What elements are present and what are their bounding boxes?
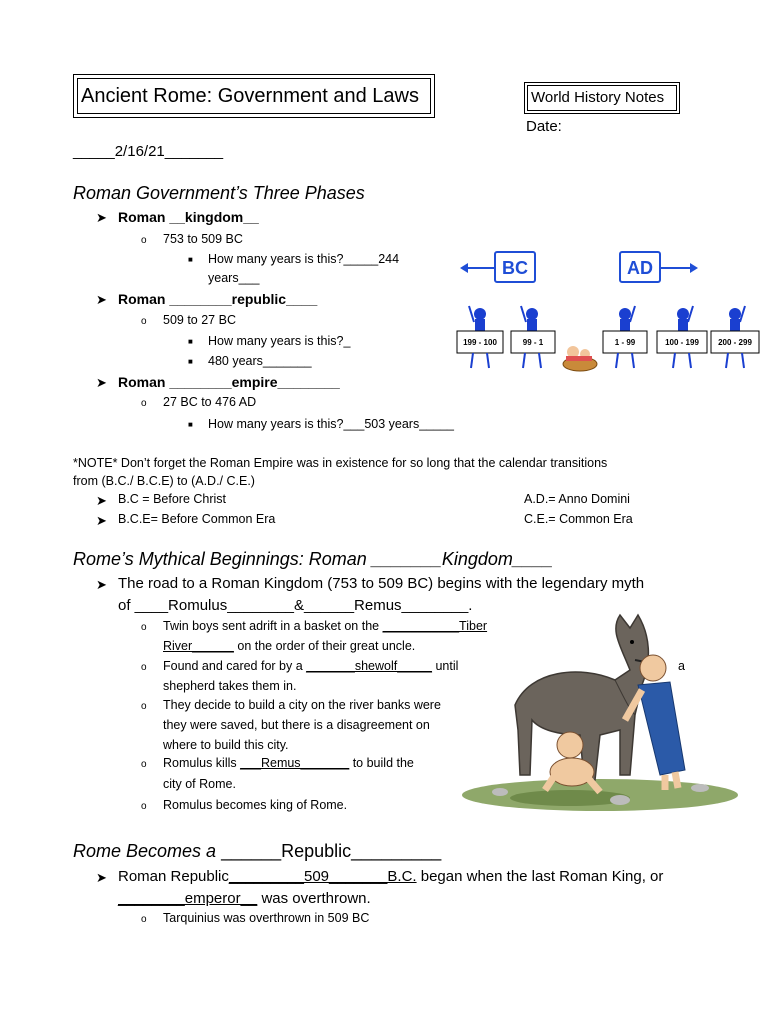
republic-label: Roman ________republic____	[118, 291, 318, 307]
square-bullet-icon: ■	[188, 420, 193, 429]
myth-bullet-4-line-2: city of Rome.	[163, 777, 236, 791]
box-label-1: 199 - 100	[463, 338, 497, 347]
myth-bullet-2: Found and cared for by a _______shewolf_____ until	[163, 659, 459, 673]
century-figure-2	[511, 306, 555, 368]
circle-bullet-icon: o	[141, 622, 147, 633]
note-ce: C.E.= Common Era	[524, 512, 633, 526]
circle-bullet-icon: o	[141, 801, 147, 812]
myth-bullet-2-line-2: shepherd takes them in.	[163, 679, 297, 693]
section-heading-republic: Rome Becomes a ______Republic_________	[73, 841, 442, 861]
date-value: _____2/16/21_______	[73, 143, 224, 160]
arrow-bullet-icon: ➤	[96, 210, 107, 225]
kingdom-answer: years___	[208, 271, 260, 285]
square-bullet-icon: ■	[188, 255, 193, 264]
empire-question: How many years is this?___503 years_____	[208, 417, 454, 431]
wolf-twins-illustration	[460, 610, 740, 815]
note-line-2: from (B.C./ B.C.E) to (A.D./ C.E.)	[73, 474, 255, 488]
page-title: Ancient Rome: Government and Laws	[77, 78, 431, 114]
republic-line-2: ________emperor__ was overthrown.	[118, 890, 371, 907]
myth-intro-line-1: The road to a Roman Kingdom (753 to 509 BC) begins with the legendary myth	[118, 575, 645, 592]
myth-intro-line-2: of ____Romulus________&______Remus________.	[118, 597, 473, 614]
myth-bullet-1-line-2: River______ on the order of their great uncle.	[163, 639, 416, 653]
section-heading-beginnings: Rome’s Mythical Beginnings: Roman _______Kingdom____	[73, 549, 553, 569]
badge-label: World History Notes	[527, 85, 677, 111]
myth-bullet-3-line-2: they were saved, but there is a disagreement on	[163, 718, 430, 732]
world-history-badge	[524, 82, 680, 114]
republic-answer: 480 years_______	[208, 354, 312, 368]
circle-bullet-icon: o	[141, 398, 147, 409]
date-label: Date:	[526, 118, 562, 135]
kingdom-range: 753 to 509 BC	[163, 232, 243, 246]
box-label-5: 200 - 299	[718, 338, 752, 347]
bc-label: BC	[502, 258, 528, 278]
note-ad: A.D.= Anno Domini	[524, 492, 630, 506]
century-figure-4	[657, 306, 707, 368]
arrow-bullet-icon: ➤	[96, 292, 107, 307]
republic-range: 509 to 27 BC	[163, 313, 236, 327]
arrow-bullet-icon: ➤	[96, 870, 107, 885]
box-label-4: 100 - 199	[665, 338, 699, 347]
ad-label: AD	[627, 258, 653, 278]
arrow-bullet-icon: ➤	[96, 493, 107, 508]
myth-bullet-3: They decide to build a city on the river banks were	[163, 698, 441, 712]
kingdom-label: Roman __kingdom__	[118, 209, 259, 225]
myth-bullet-4: Romulus kills ___Remus_______ to build the	[163, 756, 414, 770]
republic-question: How many years is this?_	[208, 334, 351, 348]
century-figure-5	[711, 306, 759, 368]
ad-arrow	[620, 252, 698, 282]
circle-bullet-icon: o	[141, 235, 147, 246]
note-bce: B.C.E= Before Common Era	[118, 512, 276, 526]
note-bc: B.C = Before Christ	[118, 492, 227, 506]
circle-bullet-icon: o	[141, 316, 147, 327]
myth-bullet-2-end: a	[678, 659, 685, 673]
circle-bullet-icon: o	[141, 914, 147, 925]
note-line-1: *NOTE* Don’t forget the Roman Empire was in existence for so long that the calendar transitions	[73, 456, 608, 470]
timeline-illustration	[455, 244, 760, 394]
myth-bullet-3-line-3: where to build this city.	[163, 738, 289, 752]
box-label-3: 1 - 99	[614, 338, 636, 347]
empire-label: Roman ________empire________	[118, 374, 340, 390]
box-label-2: 99 - 1	[522, 338, 544, 347]
republic-sub-1: Tarquinius was overthrown in 509 BC	[163, 911, 370, 925]
arrow-bullet-icon: ➤	[96, 375, 107, 390]
arrow-bullet-icon: ➤	[96, 577, 107, 592]
title-box	[73, 74, 435, 118]
empire-range: 27 BC to 476 AD	[163, 395, 257, 409]
myth-bullet-1: Twin boys sent adrift in a basket on the ___________Tiber	[163, 619, 488, 633]
kingdom-question: How many years is this?_____244	[208, 252, 400, 266]
arrow-bullet-icon: ➤	[96, 513, 107, 528]
square-bullet-icon: ■	[188, 337, 193, 346]
republic-line-1: Roman Republic_________509_______B.C. began when the last Roman King, or	[118, 868, 664, 885]
circle-bullet-icon: o	[141, 662, 147, 673]
section-heading-phases: Roman Government’s Three Phases	[73, 183, 365, 203]
baby-in-basket	[563, 346, 597, 371]
century-figure-3	[603, 306, 647, 368]
circle-bullet-icon: o	[141, 701, 147, 712]
bc-arrow	[460, 252, 535, 282]
square-bullet-icon: ■	[188, 357, 193, 366]
century-figure-1	[457, 306, 503, 368]
circle-bullet-icon: o	[141, 759, 147, 770]
myth-bullet-5: Romulus becomes king of Rome.	[163, 798, 348, 812]
